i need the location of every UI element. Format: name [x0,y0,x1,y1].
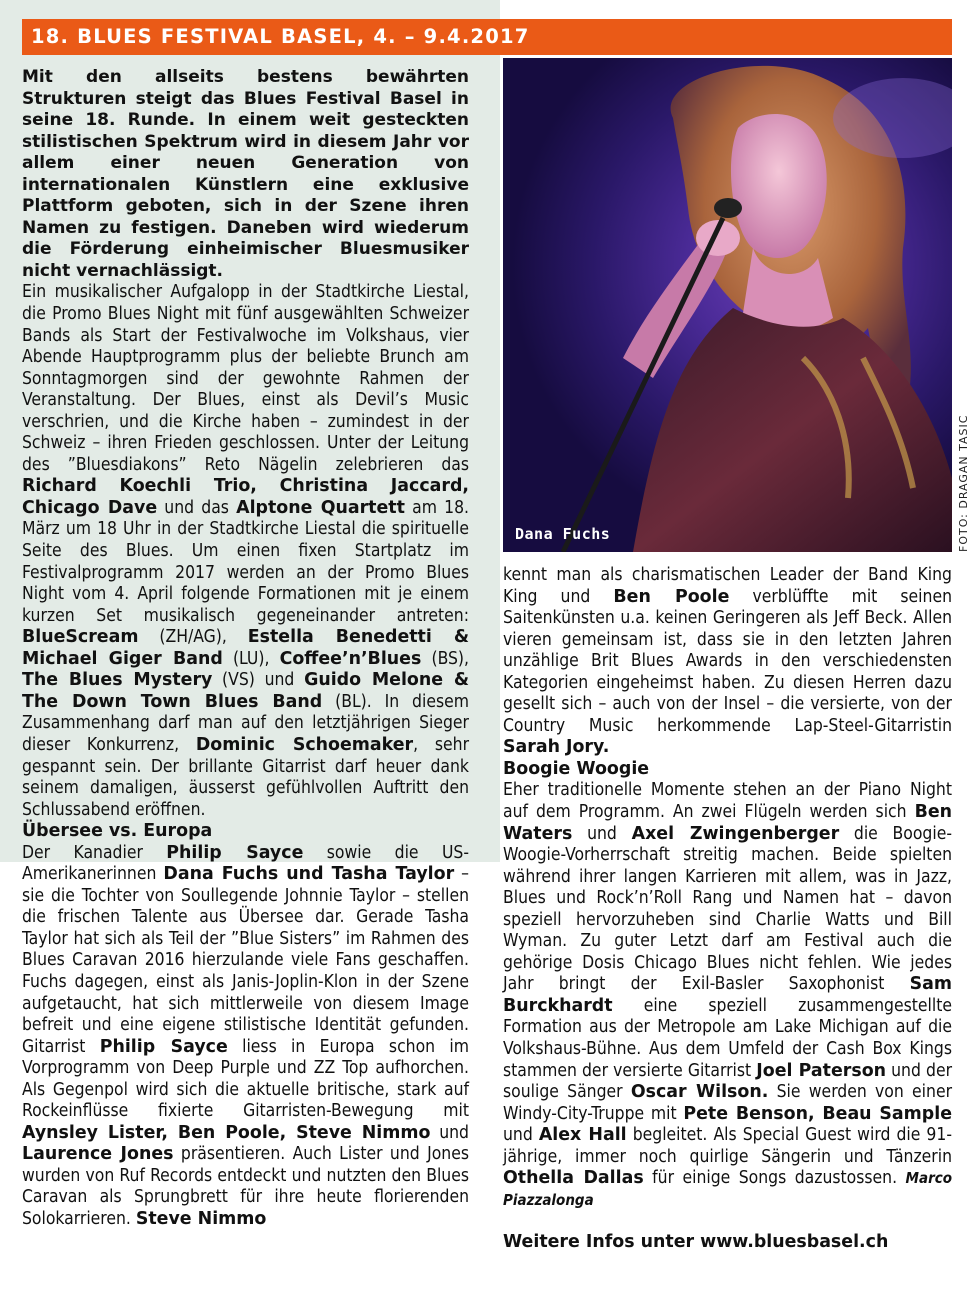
article-paragraph-2: Der Kanadier Philip Sayce sowie die US-Amerikanerinnen Dana Fuchs und Tasha Taylor – sie die Tochter von Soullegende Johnnie Taylor – stellen die frischen Talente aus Übersee dar. Gerade Tasha Taylor hat sich als Teil der ”Blue Sisters” im Rahmen des Blues Caravan 2016 hierzulande viele Fans geschaffen. Fuchs dagegen, einst als Janis-Joplin-Klon in der Szene aufgetaucht, hat sich mittlerweile von diesem Image befreit und eine eigene stilistische Identität gefunden. Gitarrist Philip Sayce liess in Europa schon im Vorprogramm von Deep Purple und ZZ Top aufhorchen. Als Gegenpol wird sich die aktuelle britische, stark auf Rockeinflüsse fixierte Gitarristen-Bewegung mit Aynsley Lister, Ben Poole, Steve Nimmo und Laurence Jones präsentieren. Auch Lister und Jones wurden von Ruf Records entdeckt und nutzten den Blues Caravan als Sprungbrett für ihre heute florierenden Solokarrieren. Steve Nimmo [22,842,470,1229]
author-name: Marco Piazzalonga [503,1169,952,1209]
article-paragraph-1: Ein musikalischer Aufgalopp in der Stadtkirche Liestal, die Promo Blues Night mit fünf ausgewählten Schweizer Bands als Start der Festivalwoche im Volkshaus, vier Abende Hauptprogramm plus der beliebte Brunch am Sonntagmorgen sind der gewohnte Rahmen der Veranstaltung. Der Blues, einst als Devil’s Music verschrien, und die Kirche haben – zumindest in der Schweiz – ihren Frieden geschlossen. Unter der Leitung des ”Bluesdiakons” Reto Nägelin zelebrieren das Richard Koechli Trio, Christina Jaccard, Chicago Dave und das Alptone Quartett am 18. März um 18 Uhr in der Stadtkirche Liestal die spirituelle Seite des Blues. Um einen fixen Startplatz im Festivalprogramm 2017 werden an der Promo Blues Night vom 4. April folgende Formationen mit je einem kurzen Set musikalisch gegeneinander antreten: BlueScream (ZH/AG), Estella Benedetti & Michael Giger Band (LU), Coffee’n’Blues (BS), The Blues Mystery (VS) und Guido Melone & The Down Town Blues Band (BL). In diesem Zusammenhang darf man auf den letztjährigen Sieger dieser Konkurrenz, Dominic Schoemaker, sehr gespannt sein. Der brillante Gitarrist darf heuer dank seinem damaligen, äusserst gefühlvollen Auftritt den Schlussabend eröffnen. [22,282,470,820]
more-info-link[interactable]: Weitere Infos unter www.bluesbasel.ch [503,1232,889,1253]
section-header [22,19,952,55]
header-title: 18. BLUES FESTIVAL BASEL, 4. – 9.4.2017 [31,25,530,48]
singer-photo-icon [503,58,952,552]
singer-photo [503,58,952,552]
subheading-boogie: Boogie Woogie [503,758,650,779]
photo-credit: FOTO: DRAGAN TASIC [957,414,970,552]
article-paragraph-3: Eher traditionelle Momente stehen an der Piano Night auf dem Programm. An zwei Flügeln werden sich Ben Waters und Axel Zwingenberger die Boogie-Woogie-Vorherrschaft streitig machen. Beide spielten während ihrer langen Karrieren mit allem, was in Jazz, Blues und Rock’n’Roll Rang und Namen hat – davon speziell hervorzuheben sind Charlie Watts und Bill Wyman. Zu guter Letzt darf am Festival auch die gehörige Dosis Chicago Blues nicht fehlen. Wie jedes Jahr bringt der Exil-Basler Saxophonist Sam Burckhardt eine speziell zusammengestellte Formation aus der Metropole am Lake Michigan auf die Volkshaus-Bühne. Aus dem Umfeld der Cash Box Kings stammen der versierte Gitarrist Joel Paterson und der soulige Sänger Oscar Wilson. Sie werden von einer Windy-City-Truppe mit Pete Benson, Beau Sample und Alex Hall begleitet. Als Special Guest wird die 91-jährige, immer noch quirlige Sängerin und Tänzerin Othella Dallas für einige Songs dazustossen. Marco Piazzalonga [503,780,953,1209]
article-paragraph-2-cont: kennt man als charismatischen Leader der Band King King und Ben Poole verblüffte mit seinen Saitenkünsten u.a. keinen Geringeren als Jeff Beck. Allen vieren gemeinsam ist, dass sie in den letzten Jahren unzählige Brit Blues Awards in den verschiedensten Kategorien eingeheimst haben. Zu diesen Herren dazu gesellt sich – auch von der Insel – die versierte, von der Country Music herkommende Lap-Steel-Gitarristin Sarah Jory. [503,565,952,758]
subheading-uebersee: Übersee vs. Europa [22,821,213,842]
photo-caption: Dana Fuchs [515,525,611,543]
article-column-right [503,565,952,1254]
article-lead: Mit den allseits bestens bewährten Strukturen steigt das Blues Festival Basel in seine 18. Runde. In einem weit gesteckten stilistischen Spektrum wird in diesem Jahr vor allem einer neuen Generation von internationalen Künstlern eine exklusive Plattform geboten, sich in der Szene ihren Namen zu festigen. Daneben wird wiederum die Förderung einheimischer Bluesmusiker nicht vernachlässigt. [22,67,469,281]
article-column-left [22,67,469,1231]
